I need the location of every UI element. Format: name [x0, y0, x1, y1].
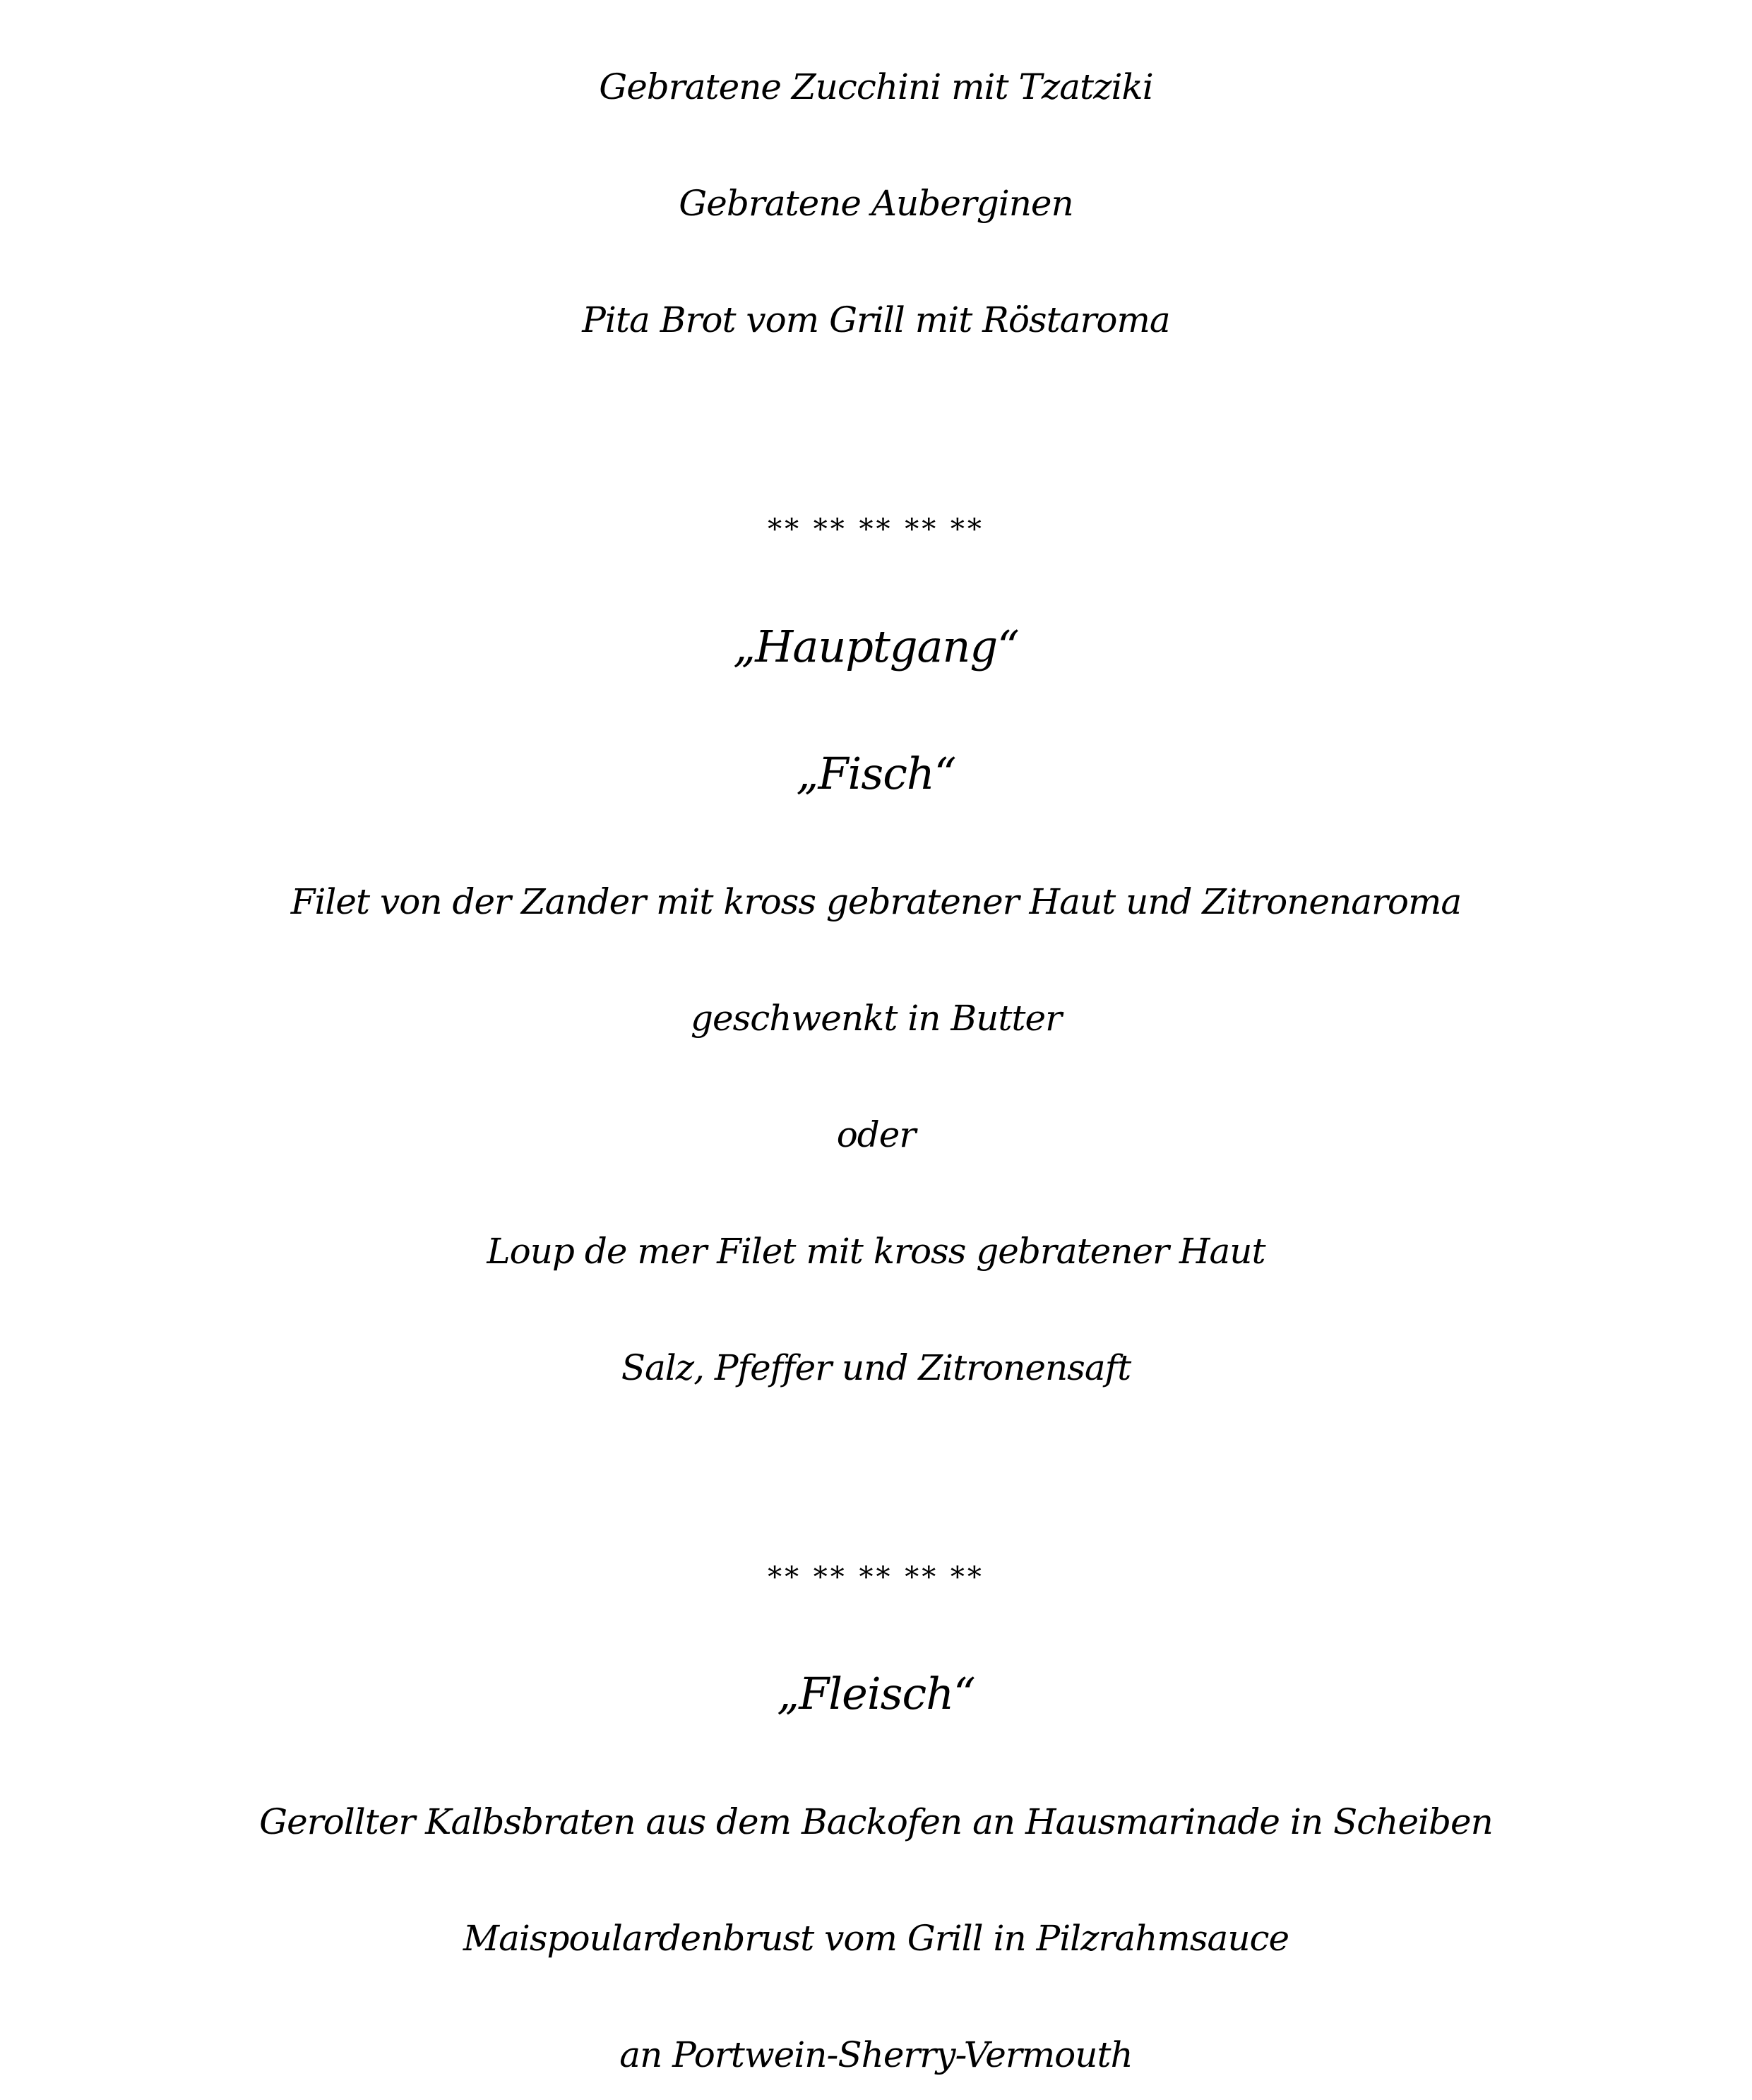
meat-item-kalbsbraten: Gerollter Kalbsbraten aus dem Backofen an Hausmarinade in Scheiben	[259, 1801, 1493, 1842]
meat-heading: „Fleisch“	[777, 1668, 975, 1719]
fish-item-oder: oder	[836, 1114, 916, 1155]
fish-item-zander: Filet von der Zander mit kross gebratener Haut und Zitronenaroma	[290, 881, 1462, 922]
starter-item-pita: Pita Brot vom Grill mit Röstaroma	[582, 299, 1170, 340]
starter-item-auberginen: Gebratene Auberginen	[679, 183, 1073, 224]
section-divider: ** ** ** ** **	[768, 1561, 984, 1594]
section-divider: ** ** ** ** **	[768, 513, 984, 546]
starter-item-zucchini: Gebratene Zucchini mit Tzatziki	[599, 66, 1153, 107]
fish-item-loup-de-mer: Loup de mer Filet mit kross gebratener Haut	[487, 1231, 1265, 1272]
fish-item-seasoning: Salz, Pfeffer und Zitronensaft	[621, 1347, 1131, 1388]
fish-item-butter: geschwenkt in Butter	[690, 998, 1062, 1039]
meat-item-maispoulardenbrust: Maispoulardenbrust vom Grill in Pilzrahmsauce	[463, 1918, 1289, 1959]
meat-item-portwein-sauce: an Portwein-Sherry-Vermouth	[619, 2034, 1133, 2075]
fish-heading: „Fisch“	[796, 748, 956, 799]
main-course-heading: „Hauptgang“	[733, 621, 1019, 672]
